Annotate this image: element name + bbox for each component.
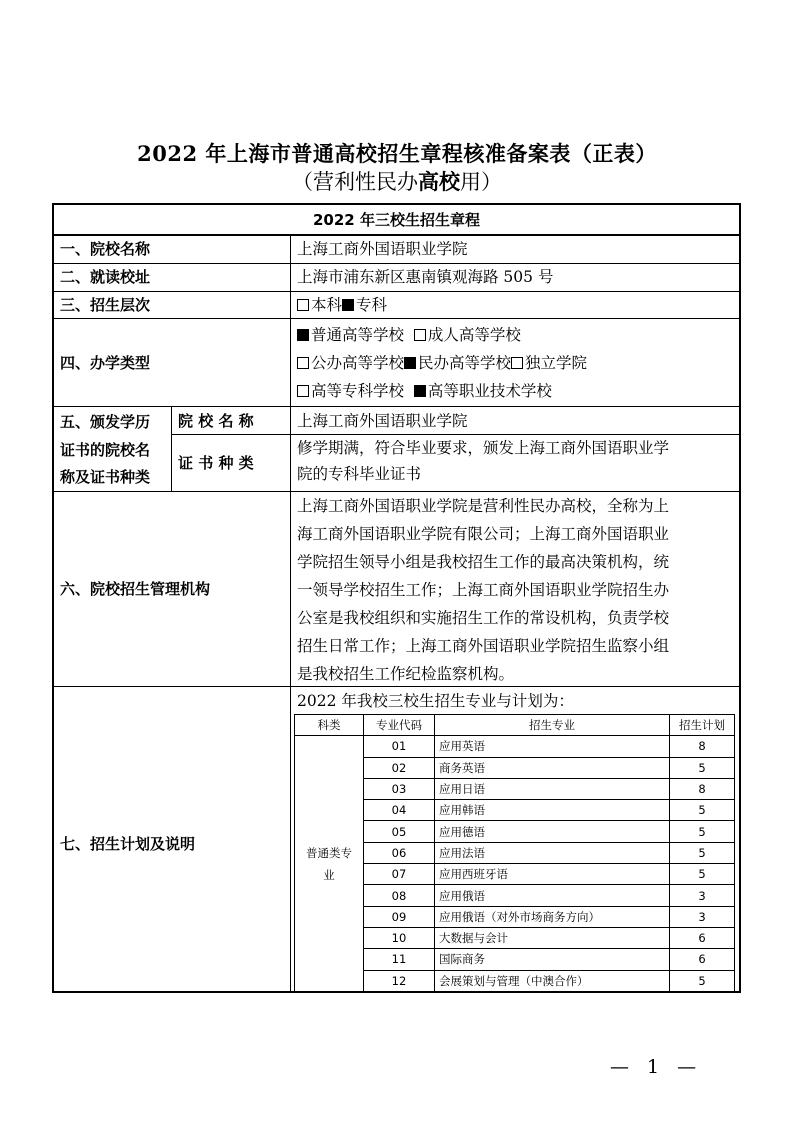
column-header-quota: 招生计划: [670, 715, 735, 736]
major-name: 国际商务: [435, 949, 670, 970]
major-name: 商务英语: [435, 757, 670, 778]
label-enrollment-plan: 七、招生计划及说明: [60, 835, 196, 853]
major-name: 应用西班牙语: [435, 864, 670, 885]
checkbox-unchecked-icon: [297, 299, 309, 311]
column-header-code: 专业代码: [364, 715, 435, 736]
checkbox-checked-icon: [297, 329, 309, 341]
checkbox-unchecked-icon: [297, 385, 309, 397]
major-quota: 8: [670, 778, 735, 799]
paragraph-line: 是我校招生工作纪检监察机构。: [297, 665, 515, 683]
major-code: 03: [364, 778, 435, 799]
sublabel-certificate-type: 证 书 种 类: [178, 454, 254, 472]
value-level: 本科 专科: [297, 291, 387, 319]
enrollment-plan-intro: 2022 年我校三校生招生专业与计划为：: [297, 692, 574, 710]
value-school-name: 上海工商外国语职业学院: [297, 240, 468, 258]
major-quota: 3: [670, 906, 735, 927]
value-school-type-line3: 高等专科学校 高等职业技术学校: [297, 377, 552, 405]
major-name: 应用日语: [435, 778, 670, 799]
admission-office-text: [297, 492, 669, 688]
table-heading: 2022 年三校生招生章程: [313, 211, 480, 229]
label-certificate-line1: 五、颁发学历: [60, 413, 151, 431]
value-certificate-line2: 院的专科毕业证书: [297, 465, 422, 483]
major-name: 大数据与会计: [435, 927, 670, 948]
major-code: 01: [364, 736, 435, 757]
checkbox-checked-icon: [414, 385, 426, 397]
major-quota: 5: [670, 821, 735, 842]
value-issuing-school: 上海工商外国语职业学院: [297, 412, 468, 430]
major-code: 11: [364, 949, 435, 970]
value-address: 上海市浦东新区惠南镇观海路 505 号: [297, 268, 554, 286]
major-quota: 5: [670, 842, 735, 863]
major-code: 08: [364, 885, 435, 906]
label-certificate-line3: 称及证书种类: [60, 468, 151, 486]
major-name: 应用法语: [435, 842, 670, 863]
label-school-type: 四、办学类型: [60, 354, 151, 372]
value-school-type-line2: 公办高等学校 民办高等学校 独立学院: [297, 349, 587, 377]
label-school-name: 一、院校名称: [60, 240, 151, 258]
major-quota: 3: [670, 885, 735, 906]
major-name: 应用韩语: [435, 800, 670, 821]
category-label: 业: [323, 867, 335, 882]
major-quota: 5: [670, 864, 735, 885]
label-admission-office: 六、院校招生管理机构: [60, 580, 211, 598]
column-header-major: 招生专业: [435, 715, 670, 736]
major-quota: 5: [670, 757, 735, 778]
paragraph-line: 公室是我校组织和实施招生工作的常设机构，负责学校: [297, 609, 670, 627]
paragraph-line: 学院招生领导小组是我校招生工作的最高决策机构，统: [297, 553, 670, 571]
major-name: 应用俄语（对外市场商务方向）: [435, 906, 670, 927]
major-code: 02: [364, 757, 435, 778]
value-certificate-line1: 修学期满，符合毕业要求，颁发上海工商外国语职业学: [297, 439, 670, 457]
label-certificate-line2: 证书的院校名: [60, 441, 151, 459]
major-code: 10: [364, 927, 435, 948]
major-quota: 6: [670, 949, 735, 970]
major-quota: 5: [670, 800, 735, 821]
document-subtitle: （营利性民办高校用）: [292, 169, 502, 194]
major-name: 应用德语: [435, 821, 670, 842]
major-code: 04: [364, 800, 435, 821]
category-cell: [295, 736, 364, 992]
checkbox-unchecked-icon: [511, 357, 523, 369]
major-name: 会展策划与管理（中澳合作）: [435, 970, 670, 991]
paragraph-line: 招生日常工作；上海工商外国语职业学院招生监察小组: [297, 637, 670, 655]
label-address: 二、就读校址: [60, 268, 151, 286]
major-quota: 5: [670, 970, 735, 991]
major-code: 05: [364, 821, 435, 842]
major-code: 07: [364, 864, 435, 885]
page-number: — 1 —: [610, 1056, 703, 1078]
category-label: 普通类专: [306, 845, 352, 860]
table-header-row: [295, 715, 735, 736]
checkbox-unchecked-icon: [414, 329, 426, 341]
label-level: 三、招生层次: [60, 296, 151, 314]
major-code: 12: [364, 970, 435, 991]
checkbox-checked-icon: [342, 299, 354, 311]
major-code: 09: [364, 906, 435, 927]
table-row: [295, 736, 735, 757]
major-quota: 6: [670, 927, 735, 948]
major-name: 应用俄语: [435, 885, 670, 906]
paragraph-line: 一领导学校招生工作；上海工商外国语职业学院招生办: [297, 581, 670, 599]
checkbox-unchecked-icon: [297, 357, 309, 369]
paragraph-line: 上海工商外国语职业学院是营利性民办高校，全称为上: [297, 497, 670, 515]
major-quota: 8: [670, 736, 735, 757]
enrollment-plan-table: [294, 714, 735, 992]
checkbox-checked-icon: [404, 357, 416, 369]
major-code: 06: [364, 842, 435, 863]
major-name: 应用英语: [435, 736, 670, 757]
value-school-type-line1: 普通高等学校 成人高等学校: [297, 321, 521, 349]
column-header-category: 科类: [295, 715, 364, 736]
sublabel-issuing-school: 院 校 名 称: [178, 412, 254, 430]
document-title: 2022 年上海市普通高校招生章程核准备案表（正表）: [137, 141, 657, 166]
paragraph-line: 海工商外国语职业学院有限公司；上海工商外国语职业: [297, 525, 670, 543]
